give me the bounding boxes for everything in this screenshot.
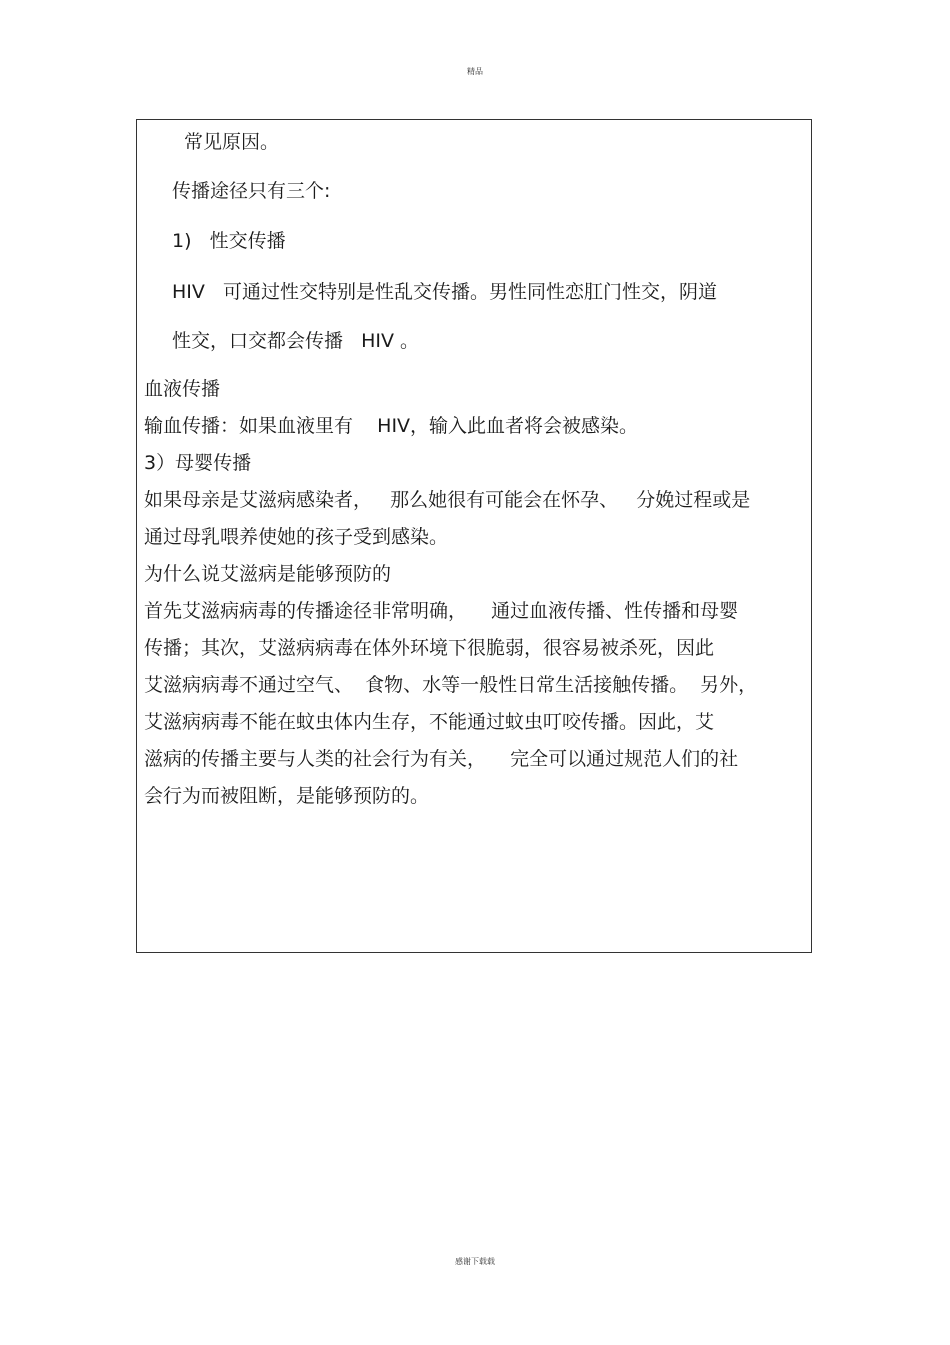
text-line-7: 输血传播：如果血液里有 HIV，输入此血者将会被感染。 bbox=[144, 415, 639, 437]
text-line-11: 为什么说艾滋病是能够预防的 bbox=[144, 563, 392, 585]
text-line-12: 首先艾滋病病毒的传播途径非常明确， 通过血液传播、性传播和母婴 bbox=[144, 600, 739, 622]
text-line-2: 传播途径只有三个: bbox=[172, 180, 331, 202]
text-line-10: 通过母乳喂养使她的孩子受到感染。 bbox=[144, 526, 449, 548]
page-footer: 感谢下载载 bbox=[455, 1257, 495, 1266]
text-line-3: 1) 性交传播 bbox=[172, 230, 286, 252]
page-header: 精品 bbox=[467, 67, 483, 76]
text-line-17: 会行为而被阻断，是能够预防的。 bbox=[144, 785, 430, 807]
text-line-6: 血液传播 bbox=[144, 378, 221, 400]
text-line-8: 3）母婴传播 bbox=[144, 452, 252, 474]
text-line-14: 艾滋病病毒不通过空气、 食物、水等一般性日常生活接触传播。 另外， bbox=[144, 674, 758, 696]
content-box bbox=[136, 119, 812, 953]
text-line-13: 传播；其次，艾滋病病毒在体外环境下很脆弱，很容易被杀死，因此 bbox=[144, 637, 715, 659]
text-line-5: 性交，口交都会传播 HIV 。 bbox=[172, 330, 420, 352]
text-line-9: 如果母亲是艾滋病感染者， 那么她很有可能会在怀孕、 分娩过程或是 bbox=[144, 489, 751, 511]
text-line-4: HIV 可通过性交特别是性乱交传播。男性同性恋肛门性交，阴道 bbox=[172, 281, 718, 303]
text-line-16: 滋病的传播主要与人类的社会行为有关， 完全可以通过规范人们的社 bbox=[144, 748, 739, 770]
text-line-1: 常见原因。 bbox=[184, 131, 280, 153]
text-line-15: 艾滋病病毒不能在蚊虫体内生存，不能通过蚊虫叮咬传播。因此，艾 bbox=[144, 711, 715, 733]
